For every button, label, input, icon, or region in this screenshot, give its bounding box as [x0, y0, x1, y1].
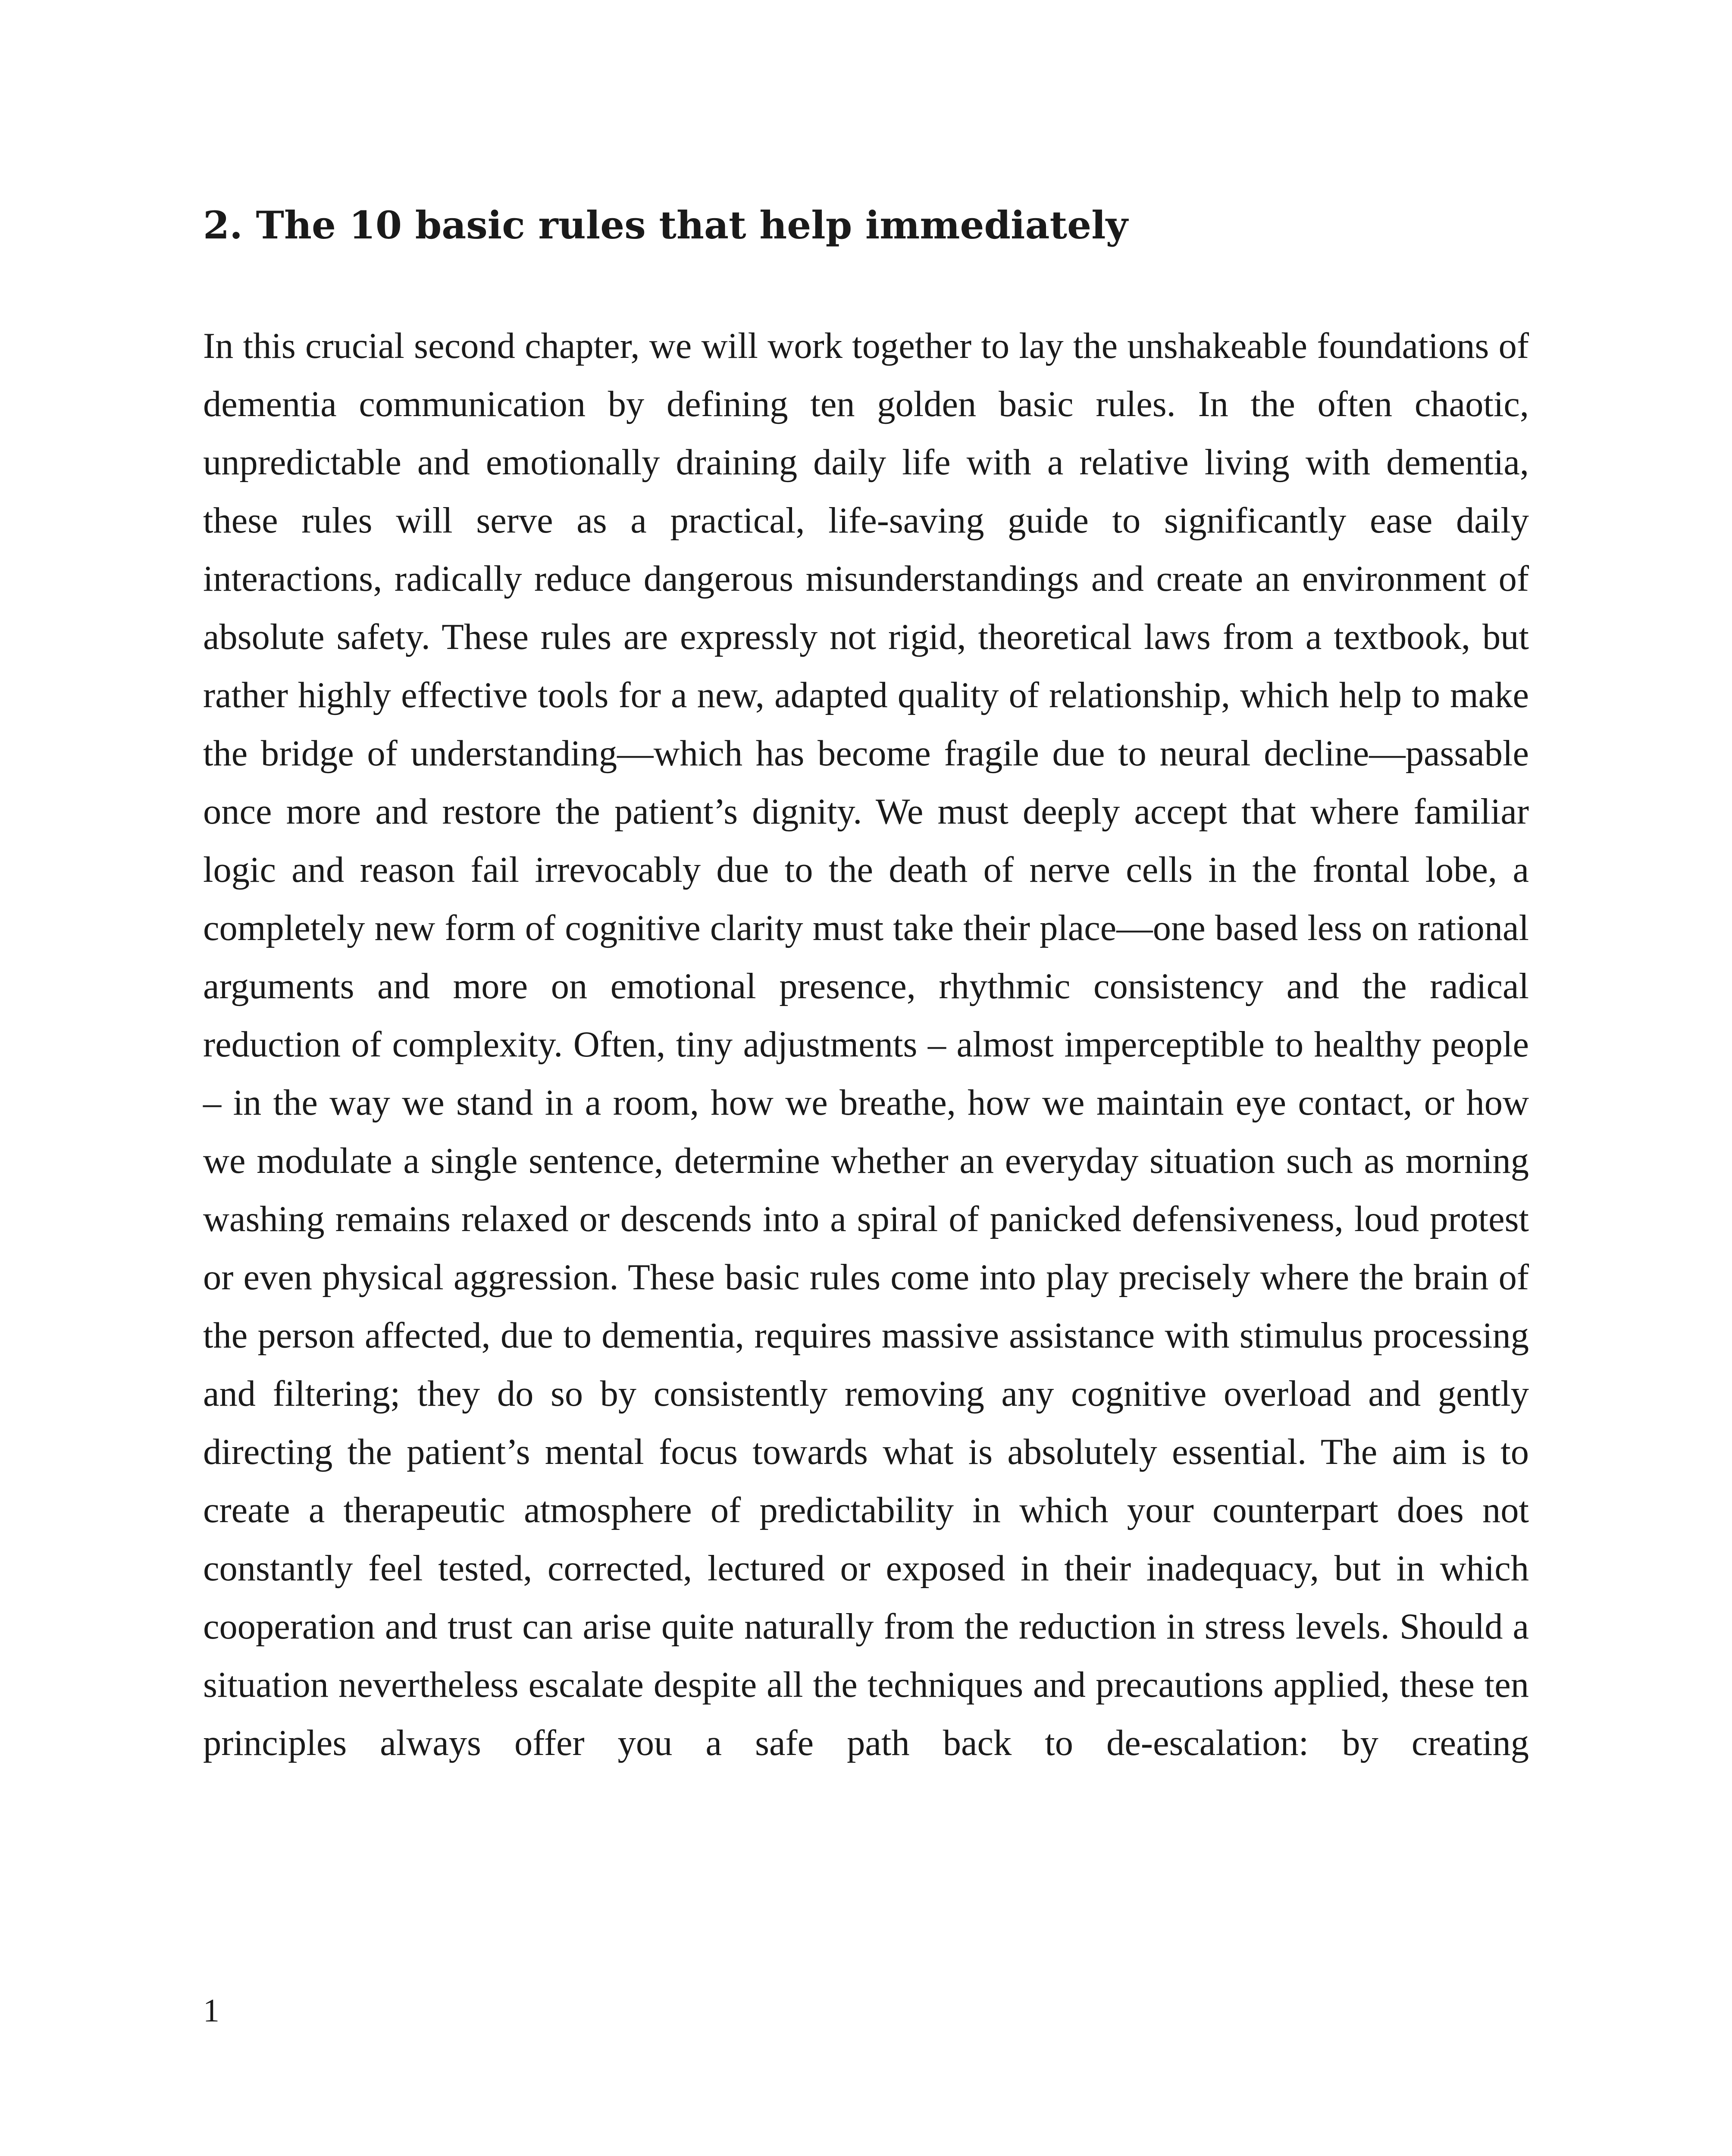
chapter-heading: 2. The 10 basic rules that help immediately [203, 203, 1128, 248]
body-paragraph: In this crucial second chapter, we will work together to lay the unshakeable foundations of dementia communication by defining ten golden basic rules. In the often chaotic, unpredictable and emotionally draining daily life with a relative living with dementia, these rules will serve as a practical, life-saving guide to significantly ease daily interactions, radically reduce dangerous misunderstandings and create an environment of absolute safety. These rules are expressly not rigid, theoretical laws from a textbook, but rather highly effective tools for a new, adapted quality of relationship, which help to make the bridge of understanding—which has become fragile due to neural decline—passable once more and restore the patient’s dignity. We must deeply accept that where familiar logic and reason fail irrevocably due to the death of nerve cells in the frontal lobe, a completely new form of cognitive clarity must take their place—one based less on rational arguments and more on emotional presence, rhythmic consistency and the radical reduction of complexity. Often, tiny adjustments – almost imperceptible to healthy people – in the way we stand in a room, how we breathe, how we maintain eye contact, or how we modulate a single sentence, determine whether an everyday situation such as morning washing remains relaxed or descends into a spiral of panicked defensiveness, loud protest or even physical aggression. These basic rules come into play precisely where the brain of the person affected, due to dementia, requires massive assistance with stimulus processing and filtering; they do so by consistently removing any cognitive overload and gently directing the patient’s mental focus towards what is absolutely essential. The aim is to create a therapeutic atmosphere of predictability in which your counterpart does not constantly feel tested, corrected, lectured or exposed in their inadequacy, but in which cooperation and trust can arise quite naturally from the reduction in stress levels. Should a situation nevertheless escalate despite all the techniques and precautions applied, these ten principles always offer you a safe path back to de-escalation: by creating [203, 326, 1529, 1763]
page-number: 1 [203, 1993, 219, 2029]
